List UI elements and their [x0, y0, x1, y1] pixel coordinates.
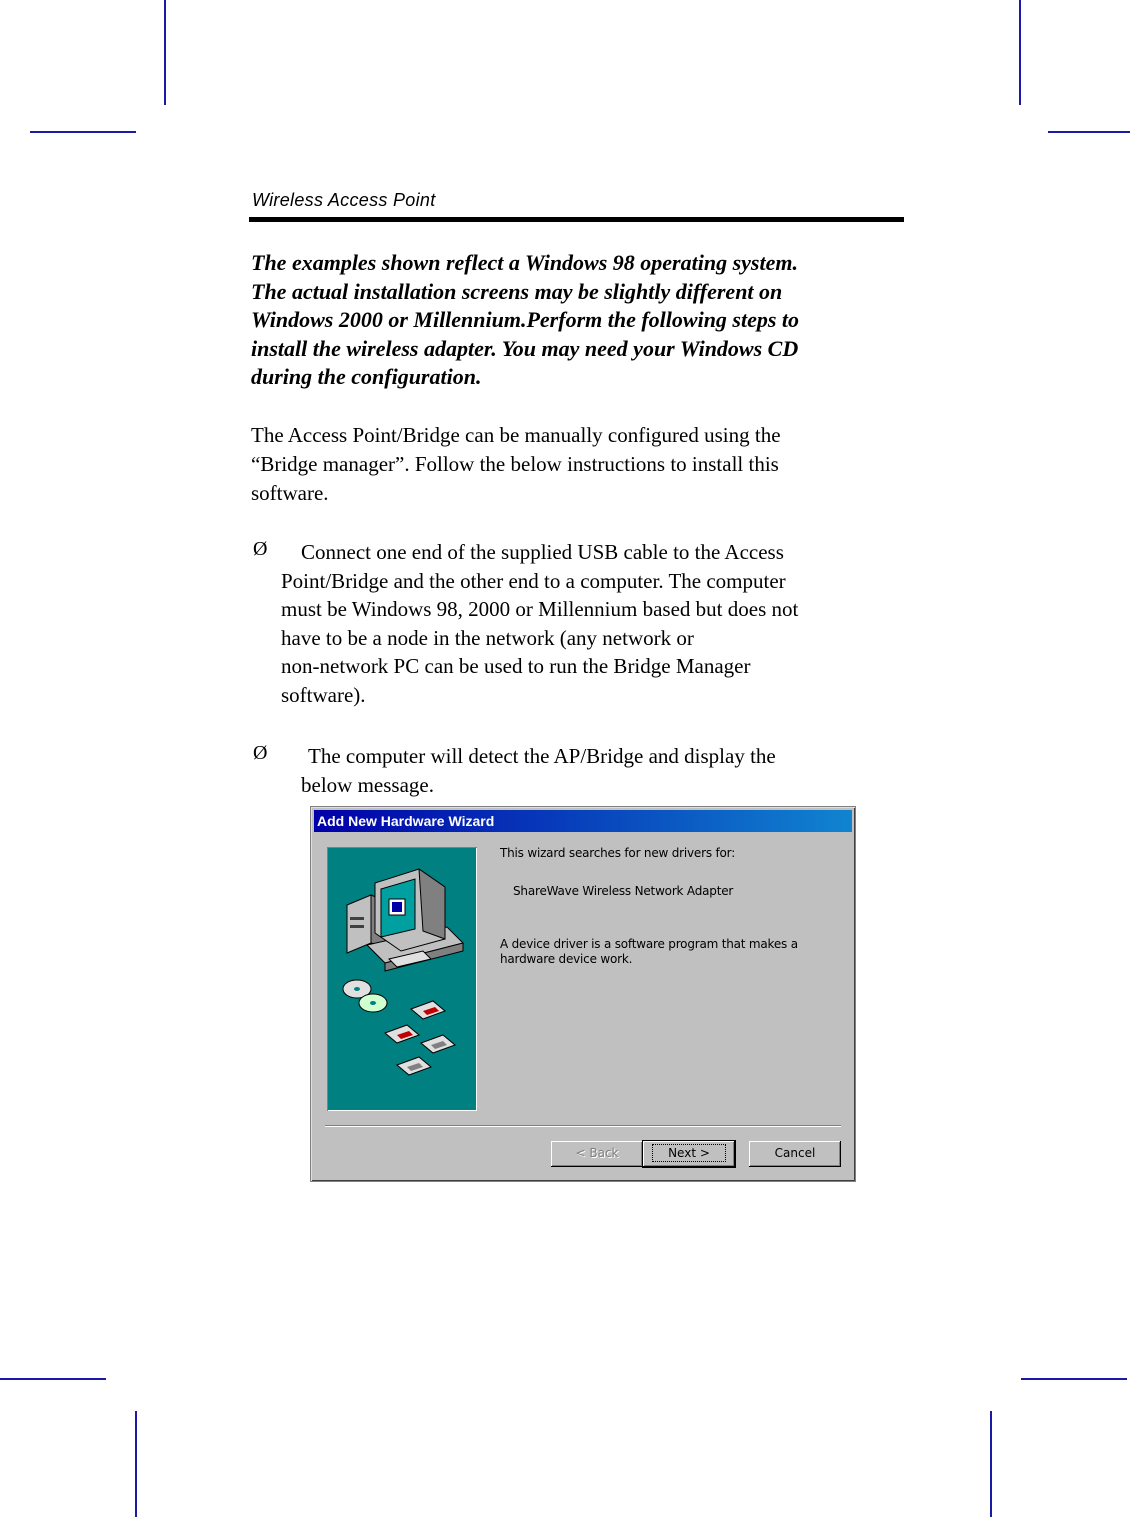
running-header: Wireless Access Point — [252, 190, 436, 210]
crop-mark-top-right-horizontal — [1048, 131, 1130, 133]
bullet-arrow-icon: Ø — [253, 742, 268, 764]
intro-line: The actual installation screens may be slightly different on — [251, 278, 783, 304]
crop-mark-top-left-vertical — [164, 0, 166, 105]
body-paragraph — [251, 421, 891, 508]
bullet-line: must be Windows 98, 2000 or Millennium based but does not — [281, 597, 799, 622]
bullet-arrow-icon: Ø — [253, 538, 268, 560]
wizard-divider — [325, 1125, 841, 1127]
crop-mark-bottom-left-horizontal — [0, 1378, 106, 1380]
bullet-line: non-network PC can be used to run the Bridge Manager — [281, 654, 751, 679]
intro-note — [251, 249, 911, 392]
next-button-label: Next > — [654, 1146, 724, 1160]
bullet-item-detect — [301, 742, 776, 799]
bullet-line: software). — [281, 682, 366, 707]
back-button[interactable]: < Back — [551, 1141, 643, 1167]
intro-line: install the wireless adapter. You may need your Windows CD — [251, 335, 799, 361]
paragraph-line: software. — [251, 481, 329, 505]
crop-mark-bottom-right-horizontal — [1021, 1378, 1127, 1380]
crop-mark-bottom-left-vertical — [135, 1411, 137, 1517]
crop-mark-bottom-right-vertical — [990, 1411, 992, 1517]
wizard-search-text: This wizard searches for new drivers for: — [500, 846, 736, 860]
paragraph-line: “Bridge manager”. Follow the below instructions to install this — [251, 452, 779, 476]
bullet-line: The computer will detect the AP/Bridge and display the — [308, 744, 776, 768]
paragraph-line: The Access Point/Bridge can be manually configured using the — [251, 423, 781, 447]
computer-and-disks-icon — [327, 847, 477, 1111]
bullet-line: below message. — [301, 772, 434, 797]
intro-line: The examples shown reflect a Windows 98 operating system. — [251, 250, 798, 275]
wizard-description-line: A device driver is a software program that makes a — [500, 937, 798, 951]
crop-mark-top-right-vertical — [1019, 0, 1021, 105]
bullet-line: Point/Bridge and the other end to a computer. The computer — [281, 568, 786, 593]
bullet-item-usb — [281, 538, 798, 710]
intro-line: during the configuration. — [251, 364, 482, 390]
wizard-title-bar[interactable]: Add New Hardware Wizard — [314, 810, 852, 832]
intro-line: Windows 2000 or Millennium.Perform the following steps to — [251, 307, 800, 333]
next-button[interactable] — [643, 1141, 735, 1167]
add-hardware-wizard-dialog — [310, 806, 856, 1182]
cancel-button[interactable]: Cancel — [749, 1141, 841, 1167]
wizard-device-name: ShareWave Wireless Network Adapter — [513, 884, 734, 898]
wizard-description-line: hardware device work. — [500, 952, 633, 966]
header-rule — [249, 217, 904, 222]
crop-mark-top-left-horizontal — [30, 131, 136, 133]
bullet-line: have to be a node in the network (any network or — [281, 625, 694, 650]
bullet-line: Connect one end of the supplied USB cable to the Access — [301, 540, 784, 564]
wizard-illustration — [327, 847, 477, 1111]
